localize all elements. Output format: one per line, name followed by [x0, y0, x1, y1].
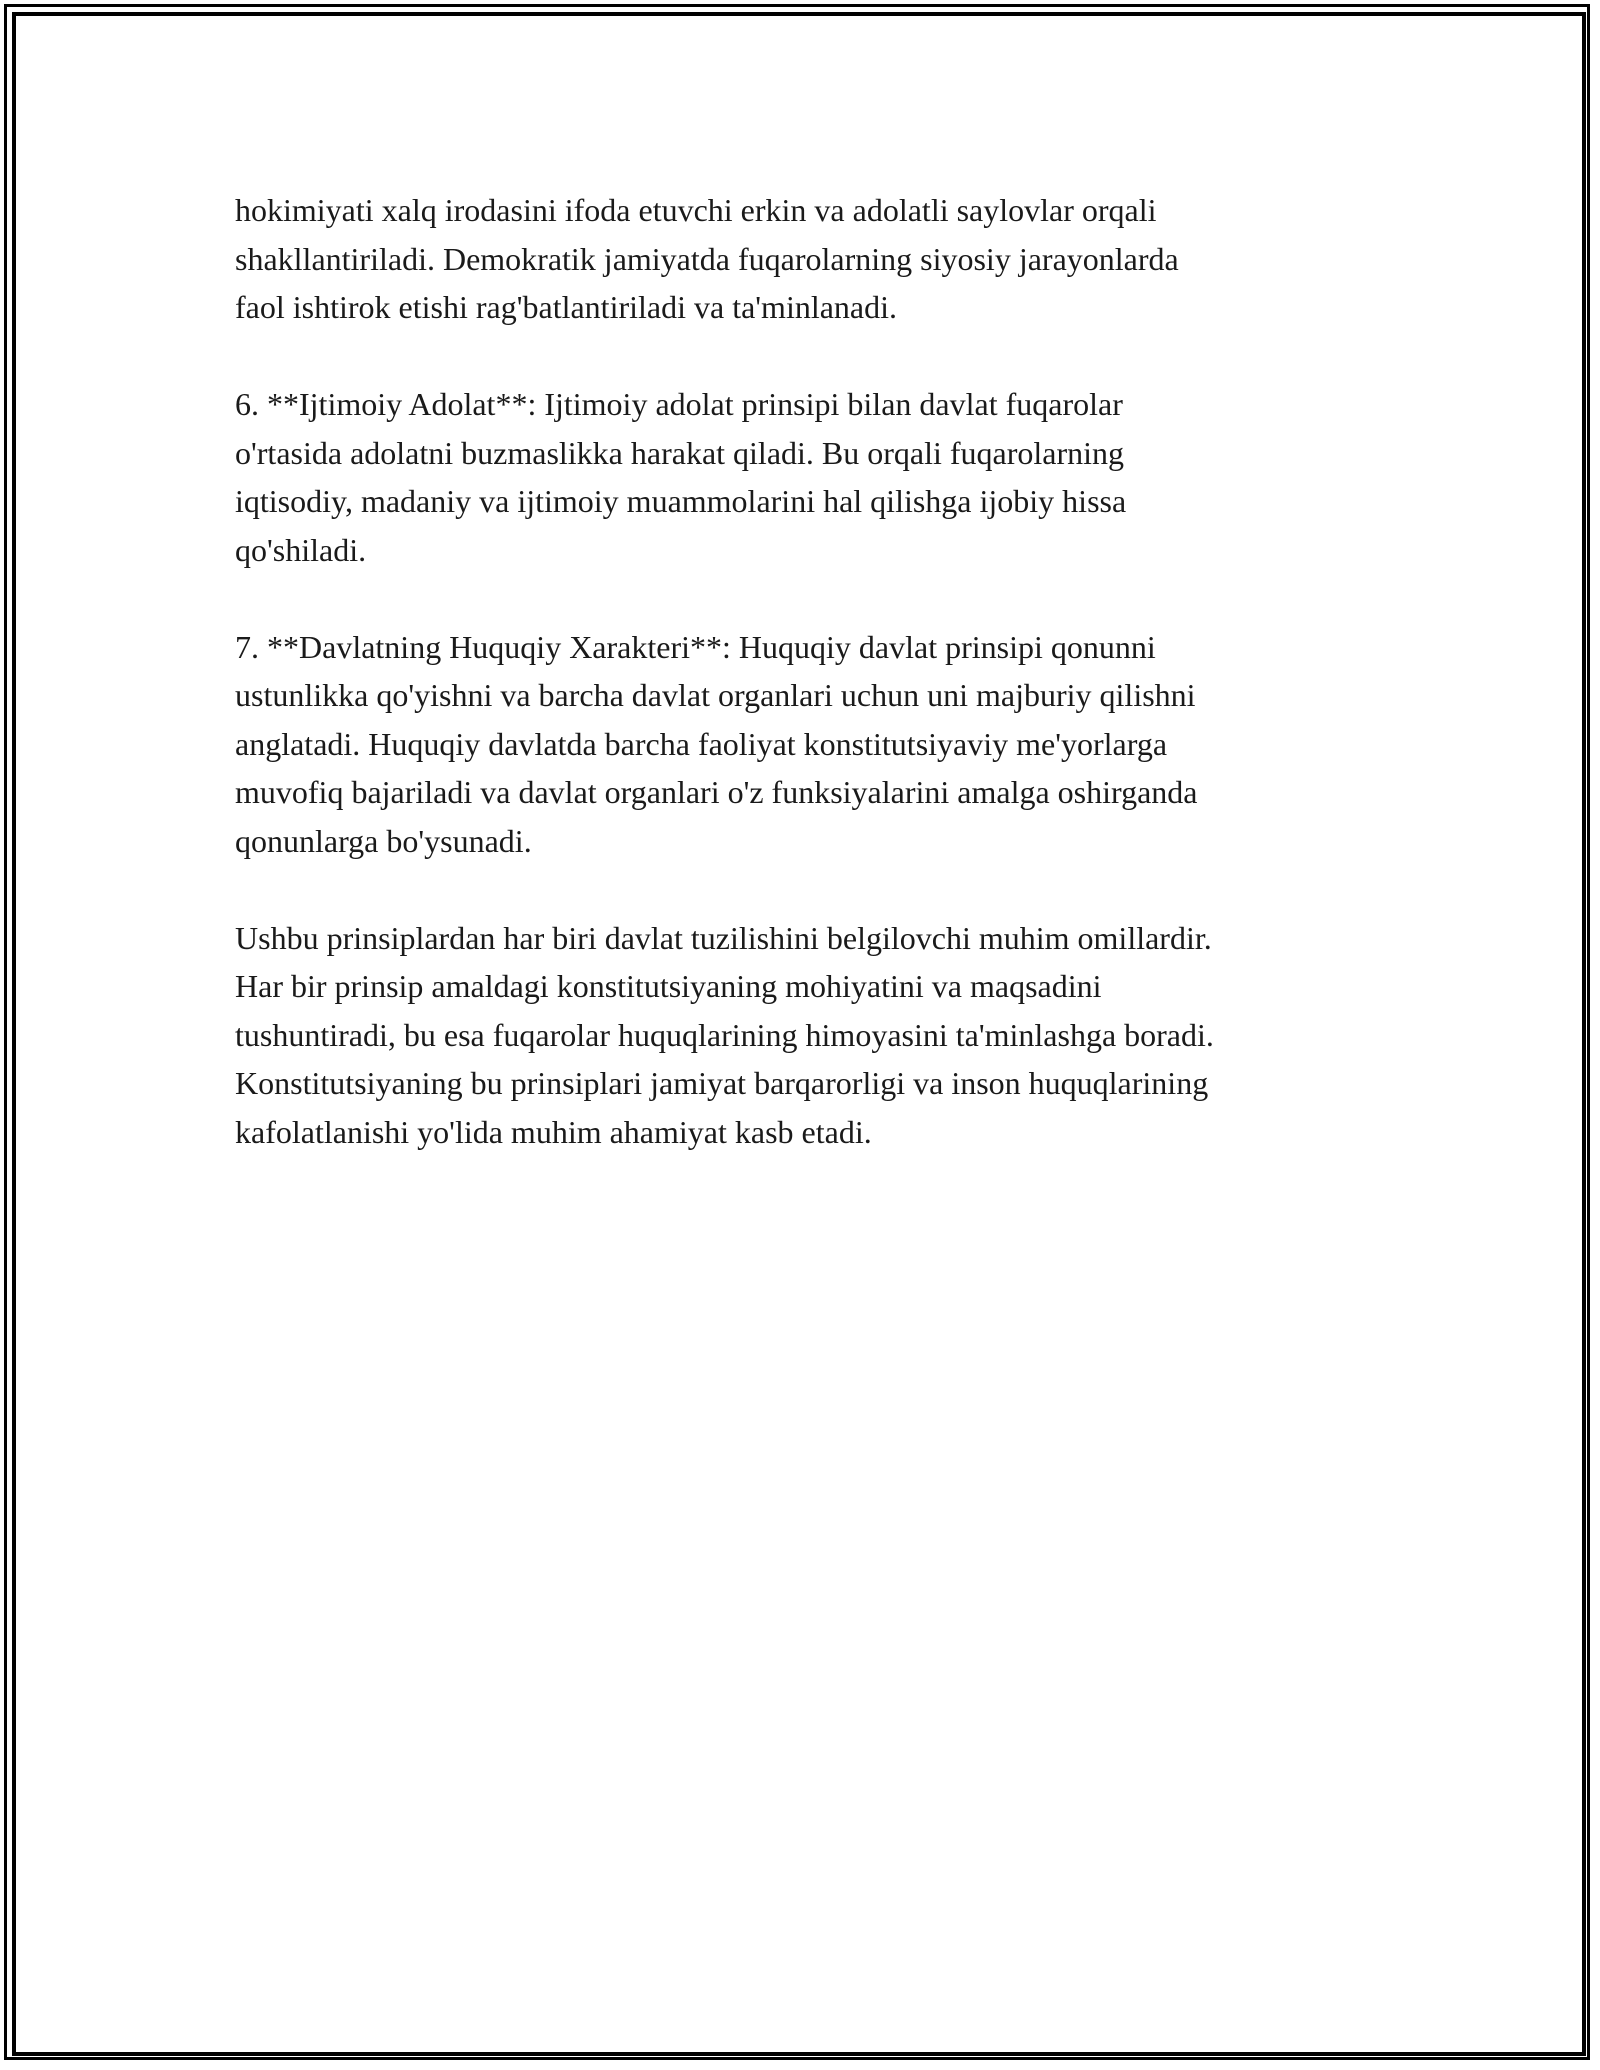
paragraph-conclusion: Ushbu prinsiplardan har biri davlat tuzilishini belgilovchi muhim omillardir. Har bir prinsip amaldagi konstitutsiyaning mohiyatini va maqsadini tushuntiradi, bu esa fuqarolar huquqlarining himoyasini ta'minlashga boradi. Konstitutsiyaning bu prinsiplari jamiyat barqarorligi va inson huquqlarining kafolatlanishi yo'lida muhim ahamiyat kasb etadi.: [235, 919, 1214, 1150]
paragraph-item-6: 6. **Ijtimoiy Adolat**: Ijtimoiy adolat prinsipi bilan davlat fuqarolar o'rtasida adolatni buzmaslikka harakat qiladi. Bu orqali fuqarolarning iqtisodiy, madaniy va ijtimoiy muammolarini hal qilishga ijobiy hissa qo'shiladi.: [235, 386, 1127, 568]
document-body: [235, 186, 1375, 1205]
paragraph-continuation: hokimiyati xalq irodasini ifoda etuvchi erkin va adolatli saylovlar orqali shakllantiriladi. Demokratik jamiyatda fuqarolarning siyosiy jarayonlarda faol ishtirok etishi rag'batlantiriladi va ta'minlanadi.: [235, 192, 1179, 325]
paragraph-item-7: 7. **Davlatning Huquqiy Xarakteri**: Huquqiy davlat prinsipi qonunni ustunlikka qo'yishni va barcha davlat organlari uchun uni majburiy qilishni anglatadi. Huquqiy davlatda barcha faoliyat konstitutsiyaviy me'yorlarga muvofiq bajariladi va davlat organlari o'z funksiyalarini amalga oshirganda qonunlarga bo'ysunadi.: [235, 628, 1198, 859]
